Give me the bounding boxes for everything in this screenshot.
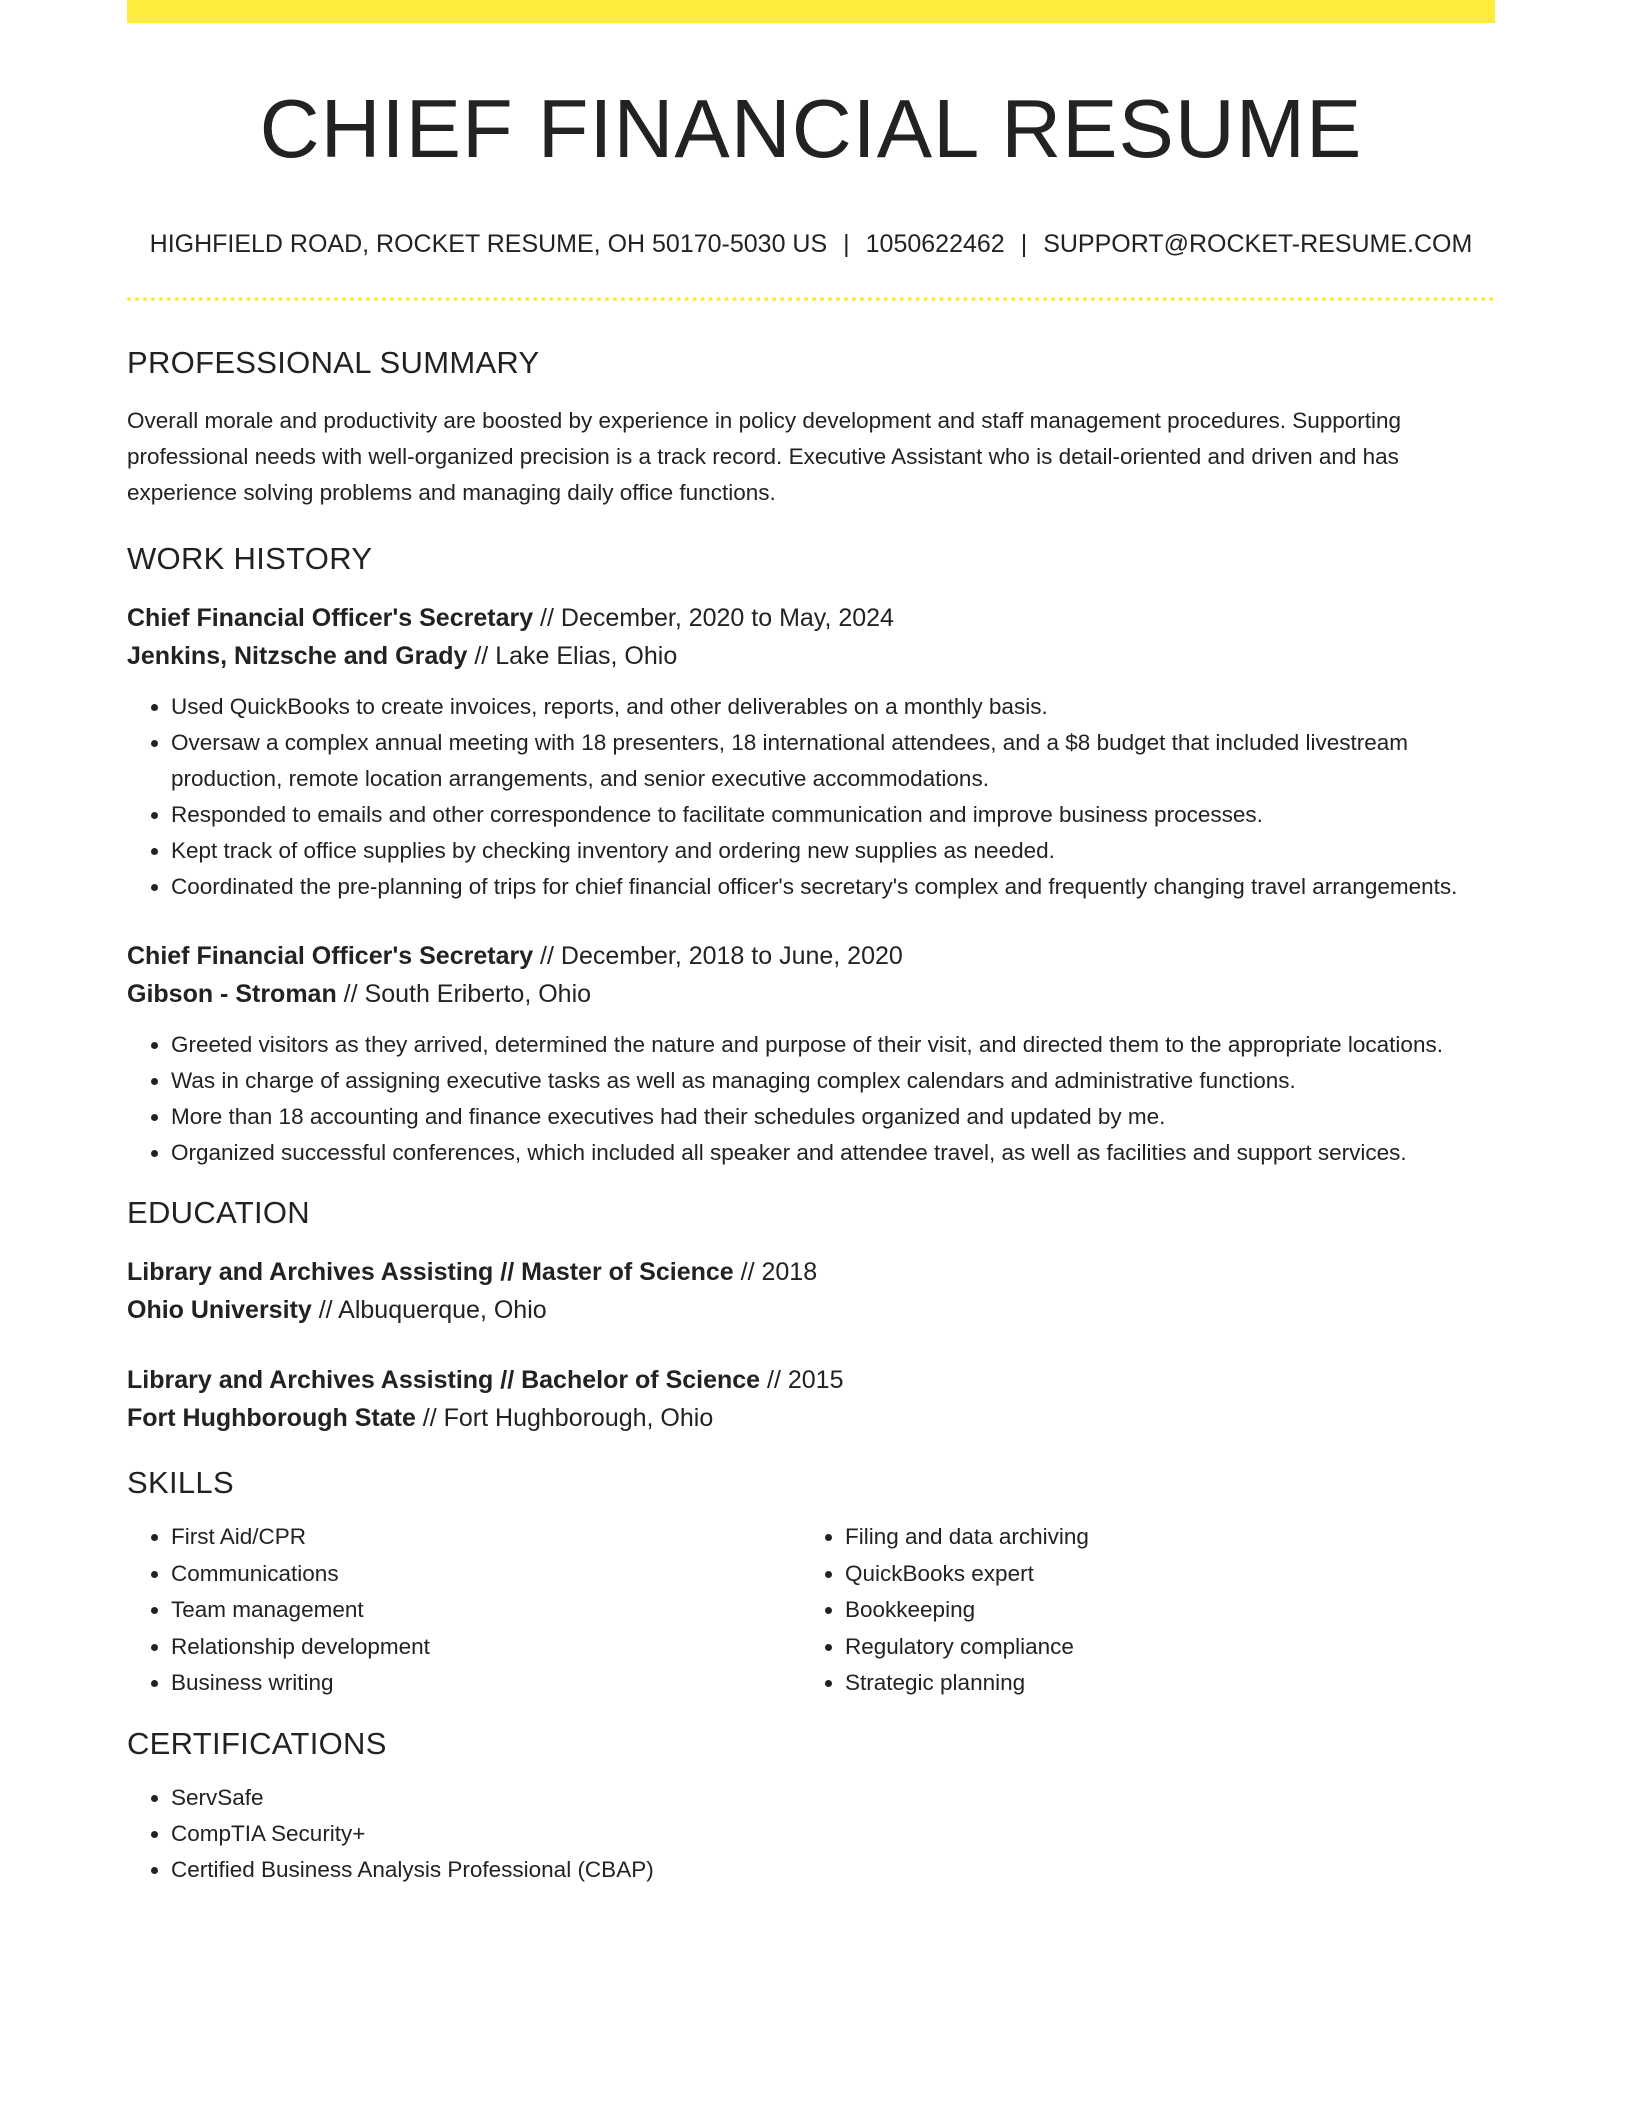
list-item: • Relationship development bbox=[171, 1629, 801, 1666]
list-item: • Oversaw a complex annual meeting with 18 presenters, 18 international attendees, and a $8 budget that included livestream production, remote location arrangements, and senior executive accommodations. bbox=[171, 725, 1495, 797]
list-item: • Filing and data archiving bbox=[845, 1519, 1475, 1556]
list-item: • ServSafe bbox=[171, 1780, 1495, 1816]
degree-name: Library and Archives Assisting // Master of Science bbox=[127, 1258, 734, 1287]
contact-line bbox=[127, 229, 1495, 259]
resume-page bbox=[127, 0, 1495, 1888]
job-company-line bbox=[127, 637, 1495, 675]
list-item: • Strategic planning bbox=[845, 1665, 1475, 1702]
certifications-list bbox=[127, 1780, 1495, 1888]
skills-list-right bbox=[801, 1519, 1475, 1702]
accent-top-bar bbox=[127, 0, 1495, 23]
degree-year: // 2015 bbox=[760, 1366, 844, 1395]
job-entry bbox=[127, 937, 1495, 1171]
degree-name: Library and Archives Assisting // Bachelor of Science bbox=[127, 1366, 761, 1395]
degree-line bbox=[127, 1253, 1495, 1291]
job-entry bbox=[127, 599, 1495, 905]
list-item: • More than 18 accounting and finance executives had their schedules organized and updated by me. bbox=[171, 1099, 1495, 1135]
degree-year: // 2018 bbox=[733, 1258, 818, 1287]
list-item: • Greeted visitors as they arrived, determined the nature and purpose of their visit, and directed them to the appropriate locations. bbox=[171, 1027, 1495, 1063]
skills-list-left bbox=[127, 1519, 801, 1702]
job-bullets bbox=[127, 1027, 1495, 1171]
school-line bbox=[127, 1399, 1495, 1437]
list-item: • Regulatory compliance bbox=[845, 1629, 1475, 1666]
list-item: • Coordinated the pre-planning of trips for chief financial officer's secretary's complex and frequently changing travel arrangements. bbox=[171, 869, 1495, 905]
list-item: • Organized successful conferences, which included all speaker and attendee travel, as well as facilities and support services. bbox=[171, 1135, 1495, 1171]
job-dates: // December, 2018 to June, 2020 bbox=[533, 942, 903, 971]
list-item: • Responded to emails and other correspondence to facilitate communication and improve business processes. bbox=[171, 797, 1495, 833]
contact-separator: | bbox=[1020, 230, 1028, 259]
list-item: • Was in charge of assigning executive tasks as well as managing complex calendars and administrative functions. bbox=[171, 1063, 1495, 1099]
job-company: Jenkins, Nitzsche and Grady bbox=[127, 642, 468, 671]
contact-email: SUPPORT@ROCKET-RESUME.COM bbox=[1043, 230, 1473, 259]
education-entry bbox=[127, 1361, 1495, 1437]
job-dates: // December, 2020 to May, 2024 bbox=[533, 604, 894, 633]
contact-phone: 1050622462 bbox=[865, 230, 1005, 259]
school-location: // Albuquerque, Ohio bbox=[311, 1296, 547, 1325]
education-entry bbox=[127, 1253, 1495, 1329]
list-item: • Kept track of office supplies by checking inventory and ordering new supplies as needed. bbox=[171, 833, 1495, 869]
job-bullets bbox=[127, 689, 1495, 905]
dotted-divider bbox=[127, 297, 1495, 301]
job-title-line bbox=[127, 937, 1495, 975]
list-item: • Business writing bbox=[171, 1665, 801, 1702]
list-item: • Team management bbox=[171, 1592, 801, 1629]
list-item: • First Aid/CPR bbox=[171, 1519, 801, 1556]
skills-columns bbox=[127, 1519, 1495, 1702]
section-title-skills: SKILLS bbox=[127, 1465, 234, 1501]
school-location: // Fort Hughborough, Ohio bbox=[415, 1404, 714, 1433]
list-item: • Communications bbox=[171, 1556, 801, 1593]
contact-separator: | bbox=[843, 230, 850, 259]
contact-address: HIGHFIELD ROAD, ROCKET RESUME, OH 50170-5030 US bbox=[149, 230, 828, 259]
resume-name: CHIEF FINANCIAL RESUME bbox=[259, 82, 1363, 175]
list-item: • Used QuickBooks to create invoices, reports, and other deliverables on a monthly basis. bbox=[171, 689, 1495, 725]
list-item: • QuickBooks expert bbox=[845, 1556, 1475, 1593]
school-name: Fort Hughborough State bbox=[127, 1404, 416, 1433]
section-title-work-history: WORK HISTORY bbox=[127, 541, 373, 577]
degree-line bbox=[127, 1361, 1495, 1399]
list-item: • CompTIA Security+ bbox=[171, 1816, 1495, 1852]
school-line bbox=[127, 1291, 1495, 1329]
section-title-summary: PROFESSIONAL SUMMARY bbox=[127, 345, 540, 381]
summary-text: Overall morale and productivity are boosted by experience in policy development and staff management procedures. Supporting professional needs with well-organized precision is a track record. Executive Assistant who is detail-oriented and driven and has experience solving problems and managing daily office functions. bbox=[127, 408, 1402, 506]
job-role: Chief Financial Officer's Secretary bbox=[127, 604, 534, 633]
section-title-certifications: CERTIFICATIONS bbox=[127, 1725, 387, 1761]
section-title-education: EDUCATION bbox=[127, 1195, 310, 1231]
school-name: Ohio University bbox=[127, 1296, 312, 1325]
job-role: Chief Financial Officer's Secretary bbox=[127, 942, 534, 971]
job-title-line bbox=[127, 599, 1495, 637]
list-item: • Bookkeeping bbox=[845, 1592, 1475, 1629]
job-location: // South Eriberto, Ohio bbox=[336, 980, 592, 1009]
list-item: • Certified Business Analysis Professional (CBAP) bbox=[171, 1852, 1495, 1888]
job-company: Gibson - Stroman bbox=[127, 980, 337, 1009]
job-location: // Lake Elias, Ohio bbox=[467, 642, 678, 671]
job-company-line bbox=[127, 975, 1495, 1013]
